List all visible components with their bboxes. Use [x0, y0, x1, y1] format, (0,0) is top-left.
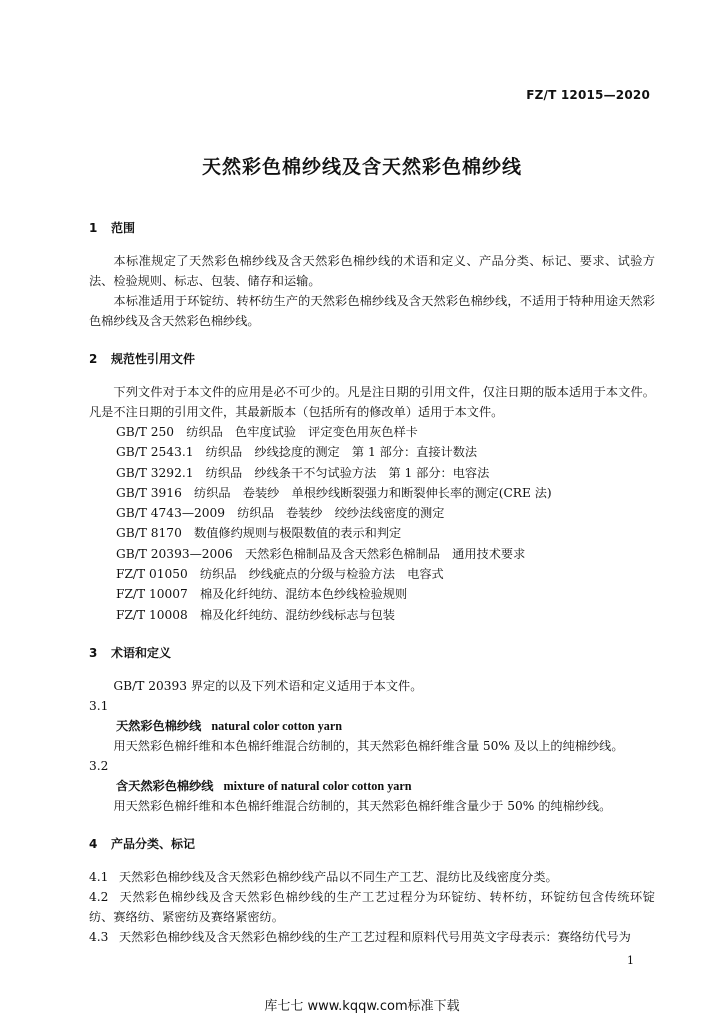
- clause-item: [89, 887, 655, 927]
- clause-number: 4.2: [89, 889, 109, 904]
- section-3-heading: [89, 643, 655, 663]
- term-number: 3.1: [89, 698, 109, 713]
- term-entry: [89, 716, 655, 736]
- clause-item: [89, 867, 655, 887]
- standard-code: FZ/T 12015—2020: [526, 88, 650, 102]
- reference-item: GB/T 3292.1 纺织品 纱线条干不匀试验方法 第 1 部分：电容法: [116, 465, 490, 480]
- reference-item: GB/T 2543.1 纺织品 纱线捻度的测定 第 1 部分：直接计数法: [116, 445, 478, 460]
- term-number: 3.2: [89, 758, 109, 773]
- reference-item: GB/T 8170 数值修约规则与极限数值的表示和判定: [116, 526, 402, 541]
- clause-text: 天然彩色棉纱线及含天然彩色棉纱线产品以不同生产工艺、混纺比及线密度分类。: [119, 869, 558, 884]
- clause-text: 天然彩色棉纱线及含天然彩色棉纱线的生产工艺过程和原料代号用英文字母表示：赛络纺代号为: [119, 929, 631, 944]
- section-title: 规范性引用文件: [111, 352, 196, 366]
- section-title: 术语和定义: [111, 645, 172, 660]
- term-definition: 用天然彩色棉纤维和本色棉纤维混合纺制的，其天然彩色棉纤维含量 50% 及以上的纯棉纱线。: [113, 738, 624, 753]
- document-body: [89, 218, 655, 947]
- reference-item: GB/T 250 纺织品 色牢度试验 评定变色用灰色样卡: [116, 425, 418, 439]
- document-title: 天然彩色棉纱线及含天然彩色棉纱线: [201, 156, 522, 178]
- paragraph: GB/T 20393 界定的以及下列术语和定义适用于本文件。: [113, 678, 423, 693]
- paragraph: 本标准规定了天然彩色棉纱线及含天然彩色棉纱线的术语和定义、产品分类、标记、要求、试验方法、检验规则、标志、包装、储存和运输。: [89, 254, 655, 288]
- section-number: 1: [89, 221, 98, 235]
- reference-item: FZ/T 10008 棉及化纤纯纺、混纺纱线标志与包装: [116, 607, 395, 622]
- section-1-heading: [89, 218, 655, 238]
- section-2-heading: [89, 349, 655, 369]
- paragraph: 下列文件对于本文件的应用是必不可少的。凡是注日期的引用文件，仅注日期的版本适用于本文件。凡是不注日期的引用文件，其最新版本（包括所有的修改单）适用于本文件。: [89, 385, 655, 419]
- section-number: 2: [89, 352, 98, 366]
- clause-number: 4.3: [89, 929, 109, 944]
- page-number: 1: [627, 954, 634, 967]
- reference-item: GB/T 20393—2006 天然彩色棉制品及含天然彩色棉制品 通用技术要求: [116, 546, 526, 561]
- term-english: mixture of natural color cotton yarn: [223, 778, 412, 793]
- term-entry: [89, 776, 655, 796]
- section-number: 3: [89, 645, 98, 660]
- footer-watermark: 库七七 www.kqqw.com标准下载: [264, 999, 460, 1014]
- reference-item: GB/T 4743—2009 纺织品 卷装纱 绞纱法线密度的测定: [116, 506, 445, 521]
- section-title: 范围: [111, 221, 136, 235]
- section-number: 4: [89, 836, 98, 851]
- clause-number: 4.1: [89, 869, 109, 884]
- section-title: 产品分类、标记: [111, 836, 196, 851]
- reference-item: GB/T 3916 纺织品 卷装纱 单根纱线断裂强力和断裂伸长率的测定(CRE 法): [116, 485, 552, 500]
- section-4-heading: [89, 834, 655, 854]
- reference-item: FZ/T 10007 棉及化纤纯纺、混纺本色纱线检验规则: [116, 587, 408, 602]
- term-definition: 用天然彩色棉纤维和本色棉纤维混合纺制的，其天然彩色棉纤维含量少于 50% 的纯棉纱线。: [113, 798, 612, 813]
- term-english: natural color cotton yarn: [211, 718, 343, 733]
- clause-item: [89, 927, 655, 947]
- clause-text: 天然彩色棉纱线及含天然彩色棉纱线的生产工艺过程分为环锭纺、转杯纺，环锭纺包含传统环锭纺、赛络纺、紧密纺及赛络紧密纺。: [89, 889, 655, 924]
- reference-item: FZ/T 01050 纺织品 纱线疵点的分级与检验方法 电容式: [116, 567, 444, 582]
- paragraph: 本标准适用于环锭纺、转杯纺生产的天然彩色棉纱线及含天然彩色棉纱线，不适用于特种用途天然彩色棉纱线及含天然彩色棉纱线。: [89, 294, 655, 328]
- term-chinese: 天然彩色棉纱线: [116, 718, 202, 733]
- term-chinese: 含天然彩色棉纱线: [116, 778, 214, 793]
